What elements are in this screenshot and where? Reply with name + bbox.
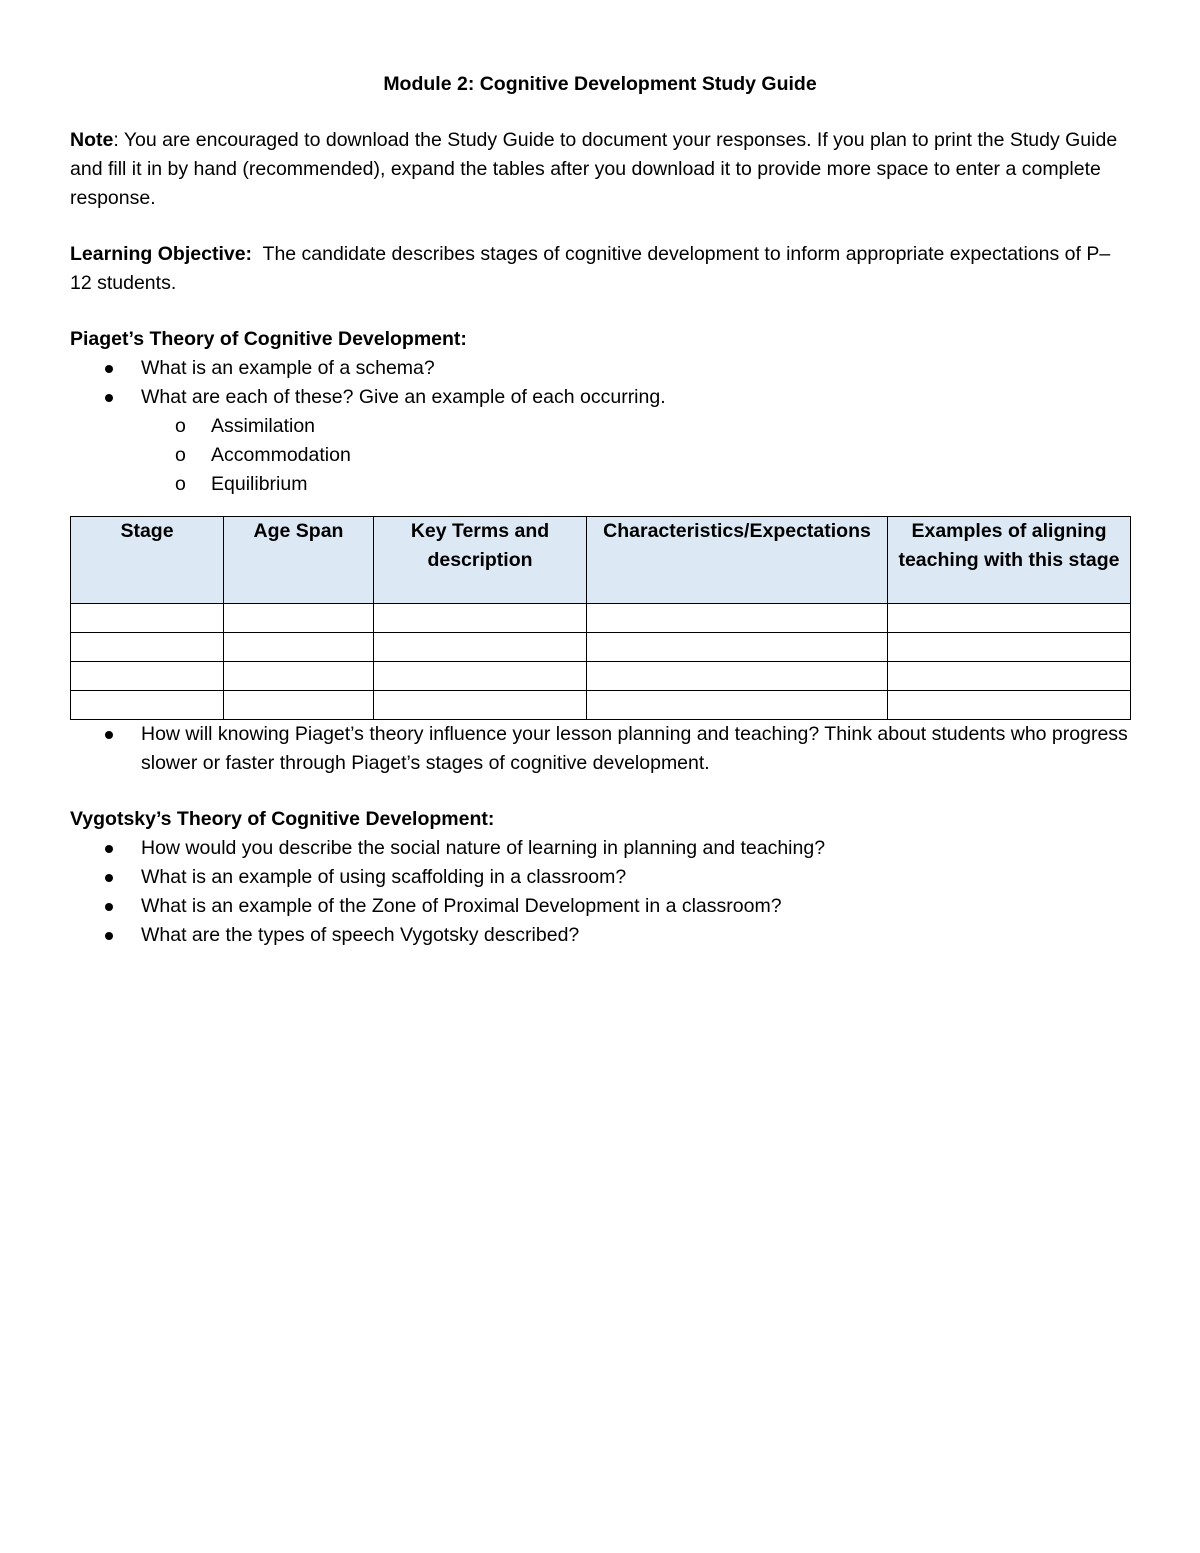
note-paragraph <box>70 126 1130 213</box>
objective-paragraph <box>70 240 1130 298</box>
table-cell[interactable] <box>374 604 587 633</box>
table-cell[interactable] <box>374 691 587 720</box>
piaget-followup-list <box>70 720 1130 778</box>
piaget-question: What is an example of a schema? <box>141 357 435 379</box>
table-cell[interactable] <box>587 604 888 633</box>
list-item <box>70 834 1130 863</box>
list-item <box>70 383 1130 412</box>
bullet-icon <box>105 903 113 911</box>
circle-bullet-icon: o <box>175 415 186 437</box>
list-item <box>70 470 1130 499</box>
table-cell[interactable] <box>888 633 1131 662</box>
table-cell[interactable] <box>888 604 1131 633</box>
table-cell[interactable] <box>587 633 888 662</box>
header-key-terms: Key Terms and description <box>374 517 587 604</box>
list-item <box>70 863 1130 892</box>
piaget-question: What are each of these? Give an example of each occurring. <box>141 386 666 408</box>
page-title: Module 2: Cognitive Development Study Guide <box>383 73 817 95</box>
table-cell[interactable] <box>71 662 224 691</box>
piaget-stages-table <box>70 516 1131 720</box>
header-stage: Stage <box>71 517 224 604</box>
piaget-heading: Piaget’s Theory of Cognitive Development: <box>70 328 467 350</box>
subitem-label: Equilibrium <box>211 473 308 495</box>
bullet-icon <box>105 932 113 940</box>
table-row <box>71 662 1131 691</box>
table-cell[interactable] <box>587 691 888 720</box>
vygotsky-question: How would you describe the social nature of learning in planning and teaching? <box>141 837 826 859</box>
header-characteristics: Characteristics/Expectations <box>587 517 888 604</box>
table-row <box>71 604 1131 633</box>
header-age-span: Age Span <box>224 517 374 604</box>
table-row <box>71 691 1131 720</box>
subitem-label: Accommodation <box>211 444 351 466</box>
note-text: : You are encouraged to download the Study Guide to document your responses. If you plan to print the Study Guide and fill it in by hand (recommended), expand the tables after you download it to provide more space to enter a complete response. <box>70 129 1118 209</box>
vygotsky-question: What are the types of speech Vygotsky described? <box>141 924 580 946</box>
subitem-label: Assimilation <box>211 415 316 437</box>
table-cell[interactable] <box>888 662 1131 691</box>
circle-bullet-icon: o <box>175 473 186 495</box>
bullet-icon <box>105 365 113 373</box>
table-cell[interactable] <box>888 691 1131 720</box>
bullet-icon <box>105 845 113 853</box>
list-item <box>70 441 1130 470</box>
piaget-subitem-list <box>70 412 1130 499</box>
header-examples: Examples of aligning teaching with this stage <box>888 517 1131 604</box>
list-item <box>70 412 1130 441</box>
table-cell[interactable] <box>71 691 224 720</box>
objective-text: The candidate describes stages of cognitive development to inform appropriate expectations of P–12 students. <box>70 243 1111 294</box>
vygotsky-question-list <box>70 834 1130 950</box>
table-cell[interactable] <box>374 662 587 691</box>
vygotsky-heading: Vygotsky’s Theory of Cognitive Development: <box>70 808 495 830</box>
table-cell[interactable] <box>587 662 888 691</box>
table-cell[interactable] <box>224 691 374 720</box>
vygotsky-question: What is an example of using scaffolding in a classroom? <box>141 866 627 888</box>
table-cell[interactable] <box>71 604 224 633</box>
bullet-icon <box>105 731 113 739</box>
list-item <box>70 892 1130 921</box>
bullet-icon <box>105 394 113 402</box>
table-cell[interactable] <box>71 633 224 662</box>
list-item <box>70 354 1130 383</box>
document-content <box>70 70 1130 950</box>
table-cell[interactable] <box>224 604 374 633</box>
list-item <box>70 921 1130 950</box>
table-header-row <box>71 517 1131 604</box>
list-item <box>70 720 1130 778</box>
piaget-question-list <box>70 354 1130 412</box>
note-label: Note <box>70 129 114 151</box>
table-cell[interactable] <box>374 633 587 662</box>
piaget-followup-question: How will knowing Piaget’s theory influence your lesson planning and teaching? Think about students who progress slower or faster through Piaget’s stages of cognitive development. <box>141 723 1128 774</box>
vygotsky-question: What is an example of the Zone of Proximal Development in a classroom? <box>141 895 782 917</box>
objective-label: Learning Objective: <box>70 243 253 265</box>
table-row <box>71 633 1131 662</box>
bullet-icon <box>105 874 113 882</box>
circle-bullet-icon: o <box>175 444 186 466</box>
table-cell[interactable] <box>224 662 374 691</box>
table-cell[interactable] <box>224 633 374 662</box>
